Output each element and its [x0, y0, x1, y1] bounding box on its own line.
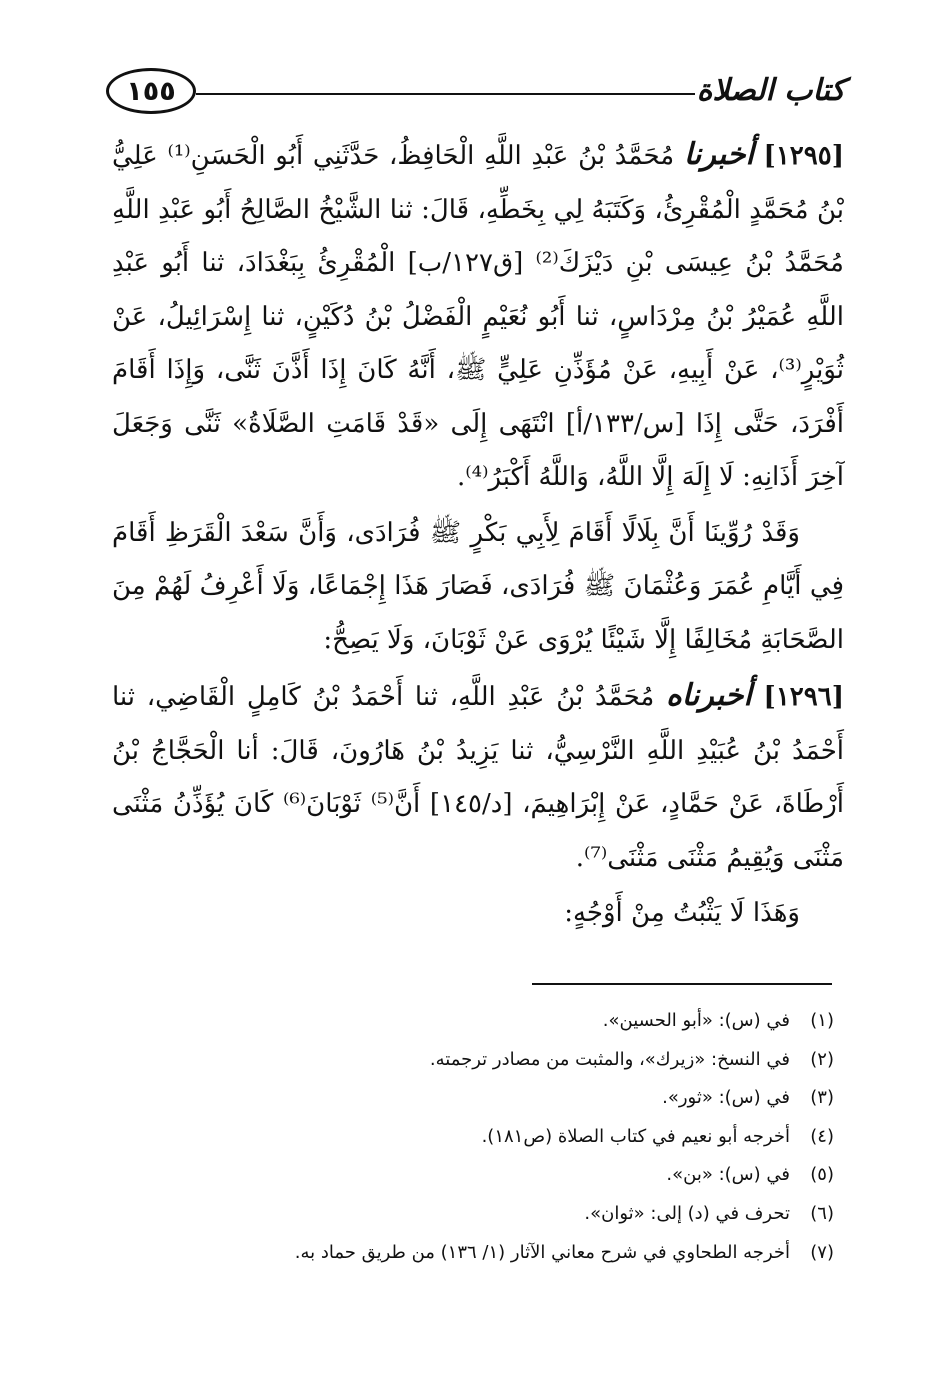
hadith-text: مُحَمَّدُ بْنُ عَبْدِ اللَّهِ الْحَافِظُ، حَدَّثَنِي أَبُو الْحَسَنِ⁽¹⁾ عَلِيُّ بْنُ مُحَمَّدٍ الْمُقْرِئُ، وَكَتَبَهُ لِي بِخَطِّهِ، قَالَ: ثنا الشَّيْخُ الصَّالِحُ أَبُو عَبْدِ اللَّهِ مُحَمَّدُ بْنُ عِيسَى بْنِ دَيْزَكَ⁽²⁾ [ق١٢٧/ب] الْمُقْرِئُ بِبَغْدَادَ، ثنا أَبُو عَبْدِ اللَّهِ عُمَيْرُ بْنُ مِرْدَاسٍ، ثنا أَبُو نُعَيْمٍ الْفَضْلُ بْنُ دُكَيْنٍ، ثنا إِسْرَائِيلُ، عَنْ ثُوَيْرٍ⁽³⁾، عَنْ أَبِيهِ، عَنْ مُؤَذِّنِ عَلِيٍّ ﷺ، أَنَّهُ كَانَ إِذَا أَذَّنَ ثَنَّى، وَإِذَا أَقَامَ أَفْرَدَ، حَتَّى إِذَا [س/١٣٣/أ] انْتَهَى إِلَى «قَدْ قَامَتِ الصَّلَاةُ» ثَنَّى وَجَعَلَ آخِرَ أَذَانِهِ: لَا إِلَهَ إِلَّا اللَّهُ، وَاللَّهُ أَكْبَرُ⁽⁴⁾.	[112, 141, 844, 492]
footnote-item	[114, 1156, 834, 1195]
hadith-number: [١٢٩٥]	[763, 141, 845, 171]
footnote-number: (٧)	[810, 1241, 834, 1263]
footnote-item	[114, 1041, 834, 1080]
footnote-number: (٣)	[810, 1087, 834, 1109]
main-text	[112, 128, 844, 941]
closing-text: وَهَذَا لَا يَثْبُتُ مِنْ أَوْجُهٍ:	[564, 898, 800, 928]
footnote-text: في (س): «بن».	[666, 1164, 790, 1186]
footnote-text: في (س): «ثور».	[662, 1087, 790, 1109]
footnote-number: (٢)	[810, 1048, 834, 1070]
footnote-text: أخرجه أبو نعيم في كتاب الصلاة (ص١٨١).	[481, 1125, 790, 1147]
footnote-item	[114, 1079, 834, 1118]
footnote-item	[114, 1118, 834, 1157]
narration-keyword: أخبرنا	[683, 137, 754, 172]
commentary-text: وَقَدْ رُوِّينَا أَنَّ بِلَالًا أَقَامَ لِأَبِي بَكْرٍ ﷺ فُرَادَى، وَأَنَّ سَعْدَ الْقَرَظِ أَقَامَ فِي أَيَّامِ عُمَرَ وَعُثْمَانَ ﷺ فُرَادَى، فَصَارَ هَذَا إِجْمَاعًا، وَلَا أَعْرِفُ لَهُمْ مِنَ الصَّحَابَةِ مُخَالِفًا إِلَّا شَيْئًا يُرْوَى عَنْ ثَوْبَانَ، وَلَا يَصِحُّ:	[112, 517, 844, 655]
footnote-text: تحرف في (د) إلى: «ثوان».	[584, 1202, 790, 1224]
footnotes	[114, 1002, 834, 1272]
commentary-paragraph	[112, 507, 844, 668]
hadith-text: مُحَمَّدُ بْنُ عَبْدِ اللَّهِ، ثنا أَحْمَدُ بْنُ كَامِلٍ الْقَاضِي، ثنا أَحْمَدُ بْنُ عُبَيْدِ اللَّهِ النَّرْسِيُّ، ثنا يَزِيدُ بْنُ هَارُونَ، قَالَ: أنا الْحَجَّاجُ بْنُ أَرْطَاةَ، عَنْ حَمَّادٍ، عَنْ إِبْرَاهِيمَ، [د/١٤٥] أَنَّ⁽⁵⁾ ثَوْبَانَ⁽⁶⁾ كَانَ يُؤَذِّنُ مَثْنَى مَثْنَى وَيُقِيمُ مَثْنَى مَثْنَى⁽⁷⁾.	[112, 682, 844, 873]
footnote-text: في (س): «أبو الحسين».	[602, 1010, 790, 1031]
footnote-number: (٦)	[810, 1202, 834, 1224]
hadith-number: [١٢٩٦]	[763, 682, 845, 712]
footnote-text: أخرجه الطحاوي في شرح معاني الآثار (١/ ١٣٦) من طريق حماد به.	[294, 1241, 790, 1263]
header-rule	[196, 93, 695, 95]
footnote-text: في النسخ: «زيرك»، والمثبت من مصادر ترجمته.	[429, 1048, 790, 1070]
page-number: ١٥٥	[106, 68, 196, 114]
footnote-number: (٥)	[810, 1164, 834, 1186]
footnote-item	[114, 1195, 834, 1234]
footnote-separator	[532, 983, 832, 985]
hadith-1296	[112, 669, 844, 885]
footnote-item	[114, 1002, 834, 1041]
chapter-title: كتاب الصلاة	[696, 73, 845, 108]
page-header	[100, 62, 845, 124]
narration-keyword: أخبرناه	[666, 678, 752, 713]
footnote-item	[114, 1234, 834, 1273]
hadith-1295	[112, 128, 844, 505]
closing-line	[112, 887, 844, 941]
footnote-number: (١)	[810, 1010, 834, 1031]
footnote-number: (٤)	[810, 1125, 834, 1147]
